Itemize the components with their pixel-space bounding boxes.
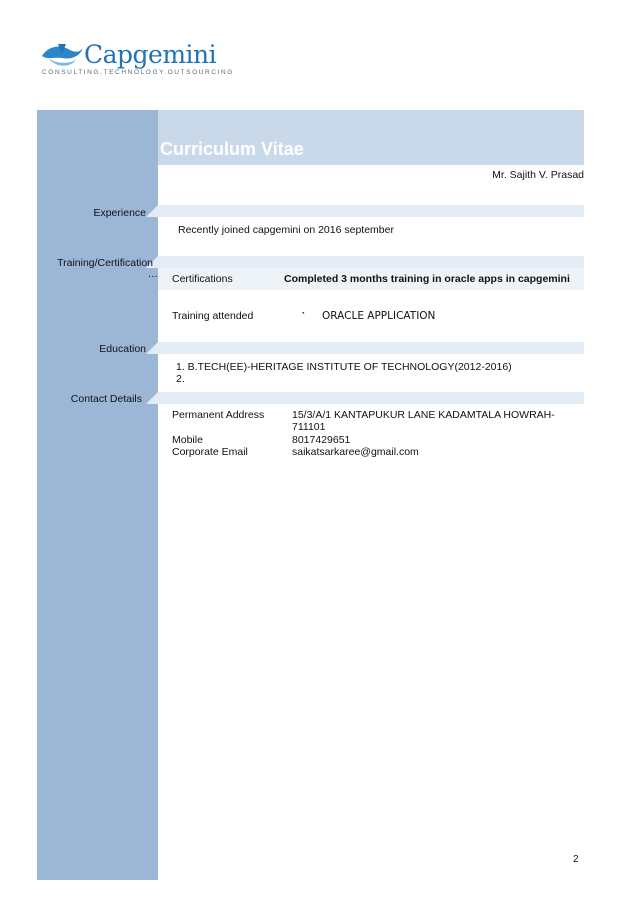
training-label: Training attended <box>172 310 254 322</box>
email-label: Corporate Email <box>172 446 248 458</box>
section-label-education: Education <box>99 343 146 355</box>
page-number: 2 <box>573 854 579 865</box>
section-divider-contact <box>158 392 584 404</box>
certifications-label: Certifications <box>172 273 233 285</box>
address-value-line2: 711101 <box>292 421 326 433</box>
company-logo <box>40 40 234 80</box>
section-label-experience: Experience <box>93 207 146 219</box>
sidebar-column <box>37 110 158 880</box>
mobile-value: 8017429651 <box>292 434 351 446</box>
divider-notch <box>146 392 158 404</box>
certifications-value: Completed 3 months training in oracle apps in capgemini <box>284 273 570 285</box>
address-label: Permanent Address <box>172 409 265 421</box>
candidate-name: Mr. Sajith V. Prasad <box>492 169 584 181</box>
logo-tagline: CONSULTING.TECHNOLOGY.OUTSOURCING <box>42 69 234 76</box>
logo-emblem-icon <box>40 42 84 70</box>
education-item: 1. B.TECH(EE)-HERITAGE INSTITUTE OF TECHNOLOGY(2012-2016) <box>176 361 512 373</box>
section-divider-education <box>158 342 584 354</box>
education-item: 2. <box>176 373 185 385</box>
logo-wordmark: Capgemini <box>84 40 217 69</box>
mobile-label: Mobile <box>172 434 203 446</box>
email-value: saikatsarkaree@gmail.com <box>292 446 419 458</box>
divider-notch <box>146 205 158 217</box>
experience-text: Recently joined capgemini on 2016 september <box>178 224 394 236</box>
section-divider-experience <box>158 205 584 217</box>
label-overflow-ellipsis: … <box>147 268 158 280</box>
page-title: Curriculum Vitae <box>160 139 304 159</box>
section-label-contact: Contact Details <box>70 393 142 405</box>
bullet-icon: ▪ <box>302 310 305 317</box>
address-value-line1: 15/3/A/1 KANTAPUKUR LANE KADAMTALA HOWRAH- <box>292 409 555 421</box>
section-divider-training <box>158 256 584 268</box>
section-label-training: Training/Certification <box>57 257 153 269</box>
training-value: ORACLE APPLICATION <box>322 310 436 322</box>
divider-notch <box>146 342 158 354</box>
